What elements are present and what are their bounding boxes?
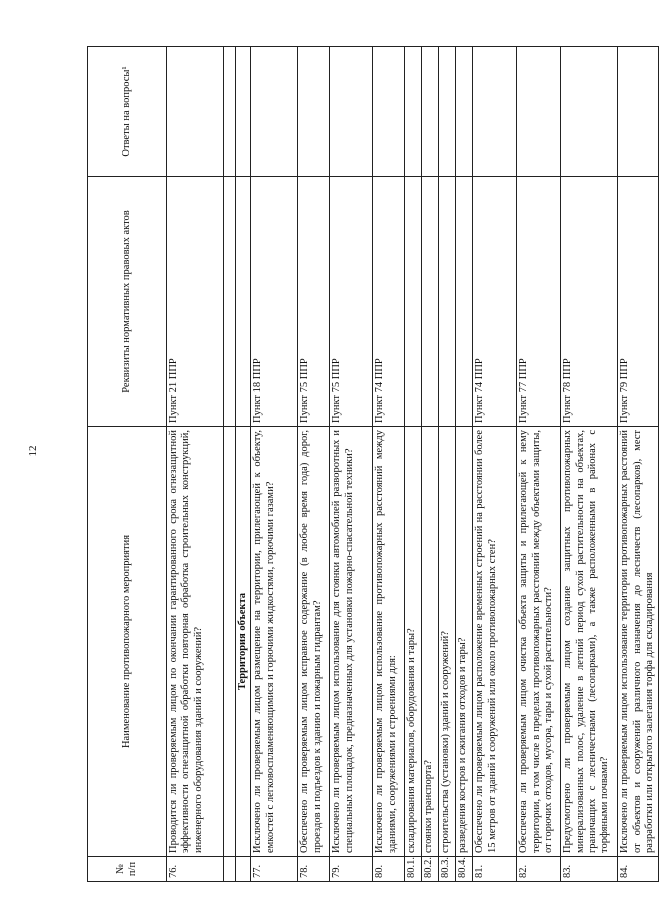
row-text: разведения костров и сжигания отходов и тары? <box>456 427 473 857</box>
header-name: Наименование противопожарного мероприятия <box>88 427 167 857</box>
answer-cell[interactable] <box>618 47 659 177</box>
answer-cell[interactable] <box>439 47 456 177</box>
row-text: Исключено ли проверяемым лицом использование территории противопожарных расстояний от объектов и сооружений различного назначения до лесничеств (лесопарков), мест разработки или открытого залегания торфа для складирования <box>618 427 659 857</box>
row-number: 83. <box>561 857 618 882</box>
row-number: 80.4. <box>456 857 473 882</box>
row-text: Исключено ли проверяемым лицом использование для стоянки автомобилей разворотных и специальных площадок, предназначенных для установки пожарно-спасательной техники? <box>330 427 373 857</box>
table-row <box>473 47 517 882</box>
checklist-table <box>87 46 659 882</box>
row-number: 84. <box>618 857 659 882</box>
row-number: 80.1. <box>405 857 422 882</box>
row-number: 82. <box>517 857 561 882</box>
row-number: 80. <box>373 857 405 882</box>
row-requisite: Пункт 21 ППР <box>167 177 224 427</box>
answer-cell[interactable] <box>373 47 405 177</box>
answer-cell[interactable] <box>473 47 517 177</box>
row-number: 80.2. <box>422 857 439 882</box>
row-requisite: Пункт 18 ППР <box>251 177 298 427</box>
row-text: Исключено ли проверяемым лицом размещение на территории, прилегающей к объекту, емкостей с легковоспламеняющимися и горючими жидкостями, горючими газами? <box>251 427 298 857</box>
answer-cell[interactable] <box>422 47 439 177</box>
row-text: Обеспечено ли проверяемым лицом расположение временных строений на расстоянии более 15 метров от зданий и сооружений или около противопожарных стен? <box>473 427 517 857</box>
section-row <box>236 47 251 882</box>
answer-cell[interactable] <box>517 47 561 177</box>
table-row <box>167 47 224 882</box>
table-subrow <box>456 47 473 882</box>
row-number: 77. <box>251 857 298 882</box>
page-number: 12 <box>27 445 39 457</box>
row-requisite: Пункт 77 ППР <box>517 177 561 427</box>
answer-cell[interactable] <box>456 47 473 177</box>
answer-cell[interactable] <box>561 47 618 177</box>
blank-row <box>224 47 236 882</box>
table-row <box>373 47 405 882</box>
answer-cell[interactable] <box>330 47 373 177</box>
table-row <box>517 47 561 882</box>
answer-cell[interactable] <box>405 47 422 177</box>
row-text: складирования материалов, оборудования и тары? <box>405 427 422 857</box>
answer-cell[interactable] <box>251 47 298 177</box>
header-num: № п/п <box>88 857 167 882</box>
row-text: Предусмотрено ли проверяемым лицом создание защитных противопожарных минерализованных полос, удаление в летний период сухой растительности на объектах, граничащих с лесничествами (лесопарками), а также расположенными в районах с торфяными почвами? <box>561 427 618 857</box>
table-row <box>251 47 298 882</box>
row-text: Исключено ли проверяемым лицом использование противопожарных расстояний между зданиями, сооружениями и строениями для: <box>373 427 405 857</box>
row-requisite: Пункт 78 ППР <box>561 177 618 427</box>
header-requisites: Реквизиты нормативных правовых актов <box>88 177 167 427</box>
row-number: 80.3. <box>439 857 456 882</box>
rotated-page-content <box>87 47 655 882</box>
row-text: Обеспечено ли проверяемым лицом исправное содержание (в любое время года) дорог, проездов и подъездов к зданию и пожарным гидрантам? <box>298 427 330 857</box>
row-requisite: Пункт 74 ППР <box>373 177 405 427</box>
table-subrow <box>439 47 456 882</box>
section-title: Территория объекта <box>236 427 251 857</box>
row-requisite: Пункт 75 ППР <box>298 177 330 427</box>
row-text: строительства (установки) зданий и сооружений? <box>439 427 456 857</box>
row-number: 76. <box>167 857 224 882</box>
answer-cell[interactable] <box>167 47 224 177</box>
row-number: 78. <box>298 857 330 882</box>
table-subrow <box>405 47 422 882</box>
row-number: 81. <box>473 857 517 882</box>
header-row <box>88 47 167 882</box>
table-subrow <box>422 47 439 882</box>
row-requisite: Пункт 79 ППР <box>618 177 659 427</box>
answer-cell[interactable] <box>298 47 330 177</box>
table-row <box>298 47 330 882</box>
row-text: стоянки транспорта? <box>422 427 439 857</box>
table-row <box>330 47 373 882</box>
row-requisite: Пункт 75 ППР <box>330 177 373 427</box>
row-text: Проводится ли проверяемым лицом по окончании гарантированного срока огнезащитной эффективности огнезащитной обработки повторная обработка строительных конструкций, инженерного оборудования зданий и сооружений? <box>167 427 224 857</box>
row-number: 79. <box>330 857 373 882</box>
row-requisite: Пункт 74 ППР <box>473 177 517 427</box>
row-text: Обеспечена ли проверяемым лицом очистка объекта защиты и прилегающей к нему территории, в том числе в пределах противопожарных расстояний между объектами защиты, от горючих отходов, мусора, тары и сухой растительности? <box>517 427 561 857</box>
header-answers: Ответы на вопросы¹ <box>88 47 167 177</box>
table-row <box>561 47 618 882</box>
table-row <box>618 47 659 882</box>
